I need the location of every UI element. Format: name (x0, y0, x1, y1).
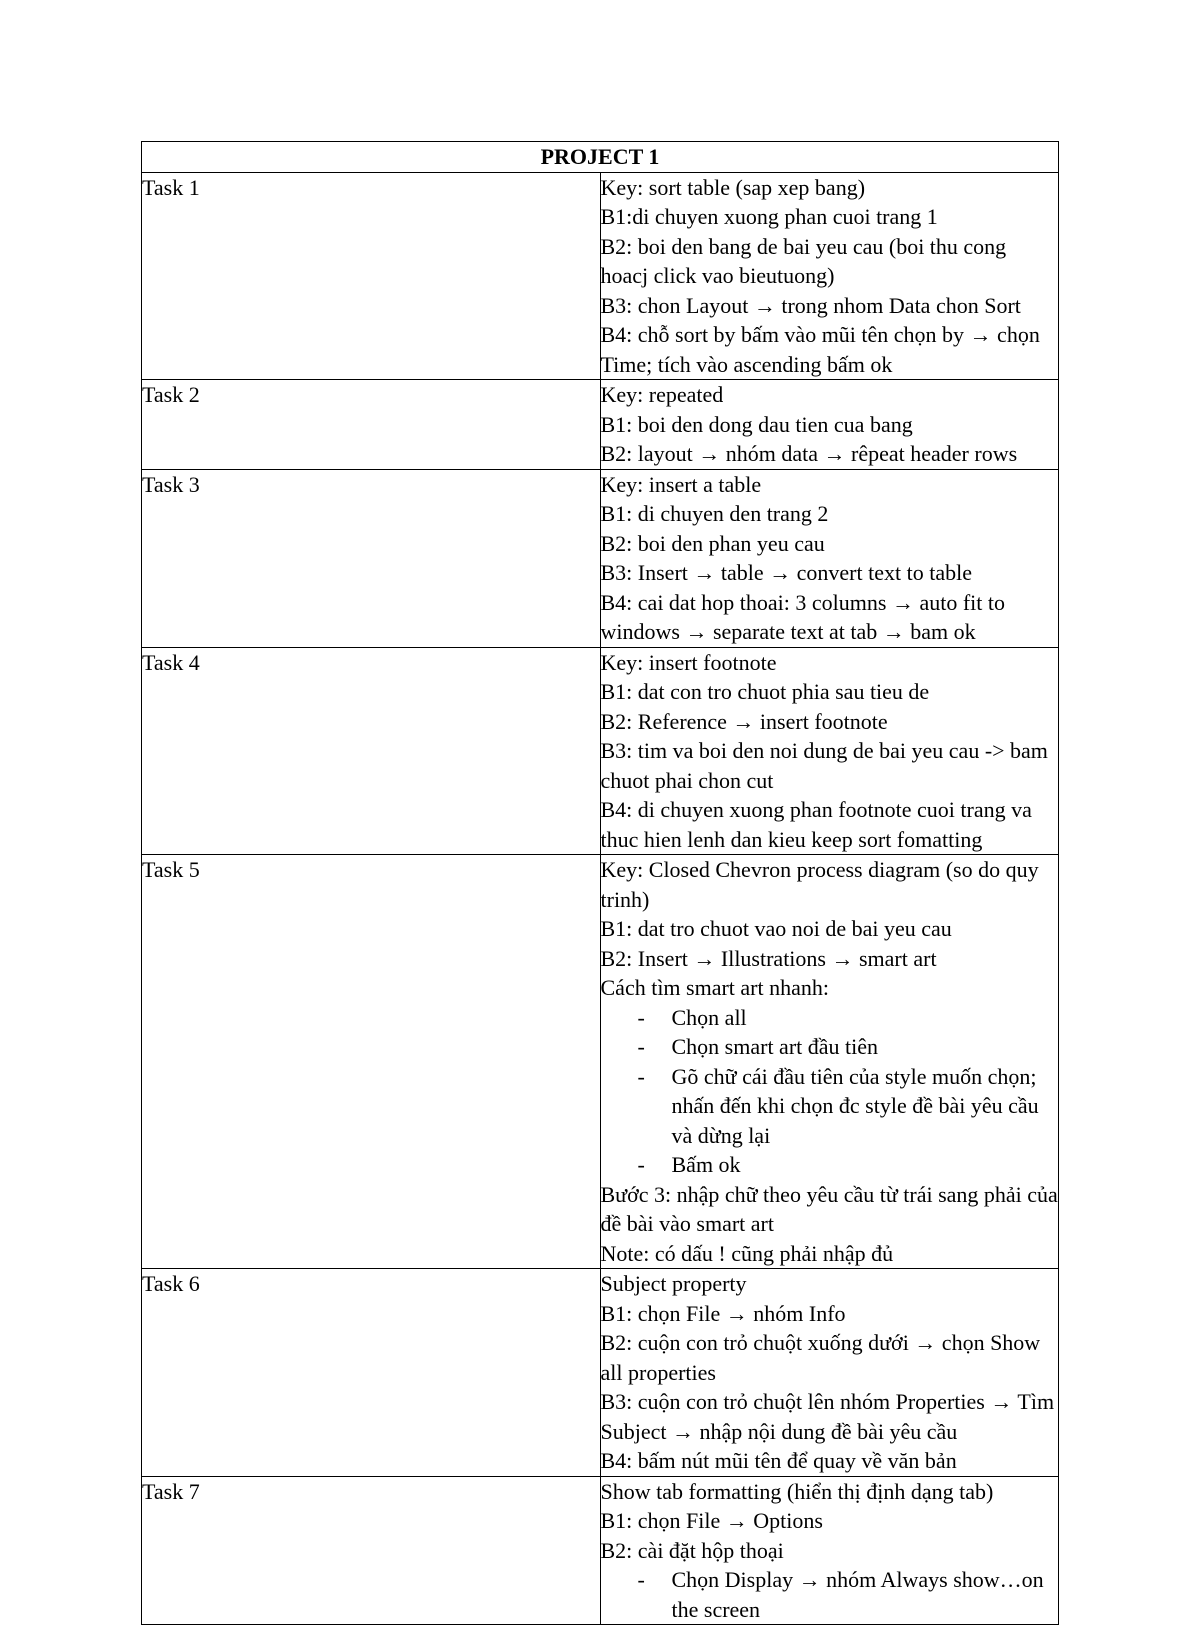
bullet-dash: - (637, 1567, 645, 1592)
task-row (142, 855, 1059, 1269)
task-line: Bước 3: nhập chữ theo yêu cầu từ trái sang phải của đề bài vào smart art (600, 1181, 1058, 1236)
task-line: B1: dat tro chuot vao noi de bai yeu cau (600, 916, 952, 941)
task-line: B1: chọn File → Options (600, 1508, 823, 1533)
task-label: Task 5 (142, 855, 601, 1269)
task-label: Task 1 (142, 172, 601, 380)
task-line: B3: chon Layout → trong nhom Data chon Sort (600, 292, 1021, 318)
project-table (141, 141, 1059, 1625)
task-line: B4: bấm nút mũi tên để quay về văn bản (600, 1448, 957, 1473)
task-line: B2: Insert → Illustrations → smart art (600, 945, 937, 971)
task-line: B3: Insert → table → convert text to table (600, 560, 972, 585)
bullet-text: Chọn Display → nhóm Always show…on the screen (671, 1567, 1044, 1622)
task-row (142, 1269, 1059, 1477)
task-row (142, 172, 1059, 380)
task-line: B1: dat con tro chuot phia sau tieu de (600, 679, 930, 704)
task-line: B4: di chuyen xuong phan footnote cuoi trang va thuc hien lenh dan kieu keep sort fomatting (600, 797, 1032, 852)
task-line: B4: chỗ sort by bấm vào mũi tên chọn by → chọn Time; tích vào ascending bấm ok (600, 322, 1040, 377)
task-content (600, 469, 1059, 647)
project-title: PROJECT 1 (142, 142, 1059, 173)
task-line: B1: boi den dong dau tien cua bang (600, 411, 913, 437)
task-content (600, 1476, 1059, 1625)
task-content (600, 172, 1059, 380)
task-line: B3: tim va boi den noi dung de bai yeu cau -> bam chuot phai chon cut (600, 738, 1048, 793)
task-line: B2: boi den phan yeu cau (600, 530, 825, 556)
bullet-item (601, 1150, 1059, 1180)
task-line: Key: insert a table (600, 471, 762, 497)
task-line: Key: sort table (sap xep bang) (600, 174, 866, 200)
task-rows (142, 172, 1059, 1625)
title-row (142, 142, 1059, 173)
task-content (600, 1269, 1059, 1477)
task-line: B2: cài đặt hộp thoại (600, 1537, 784, 1563)
task-line: B2: layout → nhóm data → rêpeat header rows (600, 441, 1018, 466)
task-content (600, 380, 1059, 470)
task-line: B3: cuộn con trỏ chuột lên nhóm Properties → Tìm Subject → nhập nội dung đề bài yêu cầu (600, 1389, 1055, 1444)
task-line: Note: có dấu ! cũng phải nhập đủ (600, 1240, 894, 1266)
bullet-item (601, 1565, 1059, 1624)
task-line: B2: boi den bang de bai yeu cau (boi thu cong hoacj click vao bieutuong) (600, 233, 1007, 288)
bullet-text: Bấm ok (671, 1152, 741, 1177)
task-label: Task 3 (142, 469, 601, 647)
bullet-item (601, 1062, 1059, 1151)
bullet-dash: - (637, 1004, 645, 1030)
task-row (142, 380, 1059, 470)
task-line: B4: cai dat hop thoai: 3 columns → auto fit to windows → separate text at tab → bam ok (600, 589, 1005, 644)
task-label: Task 6 (142, 1269, 601, 1477)
bullet-item (601, 1032, 1059, 1062)
task-line: B1:di chuyen xuong phan cuoi trang 1 (600, 204, 938, 229)
bullet-dash: - (637, 1152, 645, 1177)
task-line: Key: insert footnote (600, 649, 777, 675)
task-line: B1: chọn File → nhóm Info (600, 1300, 846, 1326)
task-line: Key: Closed Chevron process diagram (so do quy trinh) (600, 857, 1039, 912)
task-row (142, 647, 1059, 855)
task-line: Cách tìm smart art nhanh: (600, 975, 829, 1000)
bullet-dash: - (637, 1034, 645, 1059)
bullet-dash: - (637, 1063, 645, 1089)
task-row (142, 469, 1059, 647)
bullet-text: Chọn smart art đầu tiên (671, 1034, 879, 1059)
task-line: B2: cuộn con trỏ chuột xuống dưới → chọn Show all properties (600, 1330, 1041, 1385)
task-content (600, 647, 1059, 855)
task-label: Task 4 (142, 647, 601, 855)
bullet-text: Gõ chữ cái đầu tiên của style muốn chọn; nhấn đến khi chọn đc style đề bài yêu cầu và dừng lại (671, 1063, 1039, 1148)
bullet-text: Chọn all (671, 1004, 747, 1030)
task-line: Key: repeated (600, 382, 724, 407)
task-content (600, 855, 1059, 1269)
task-line: B2: Reference → insert footnote (600, 708, 888, 734)
task-line: Subject property (600, 1271, 747, 1296)
task-label: Task 7 (142, 1476, 601, 1625)
task-label: Task 2 (142, 380, 601, 470)
task-line: B1: di chuyen den trang 2 (600, 501, 829, 526)
task-line: Show tab formatting (hiển thị định dạng tab) (600, 1478, 994, 1504)
task-row (142, 1476, 1059, 1625)
bullet-item (601, 1003, 1059, 1033)
